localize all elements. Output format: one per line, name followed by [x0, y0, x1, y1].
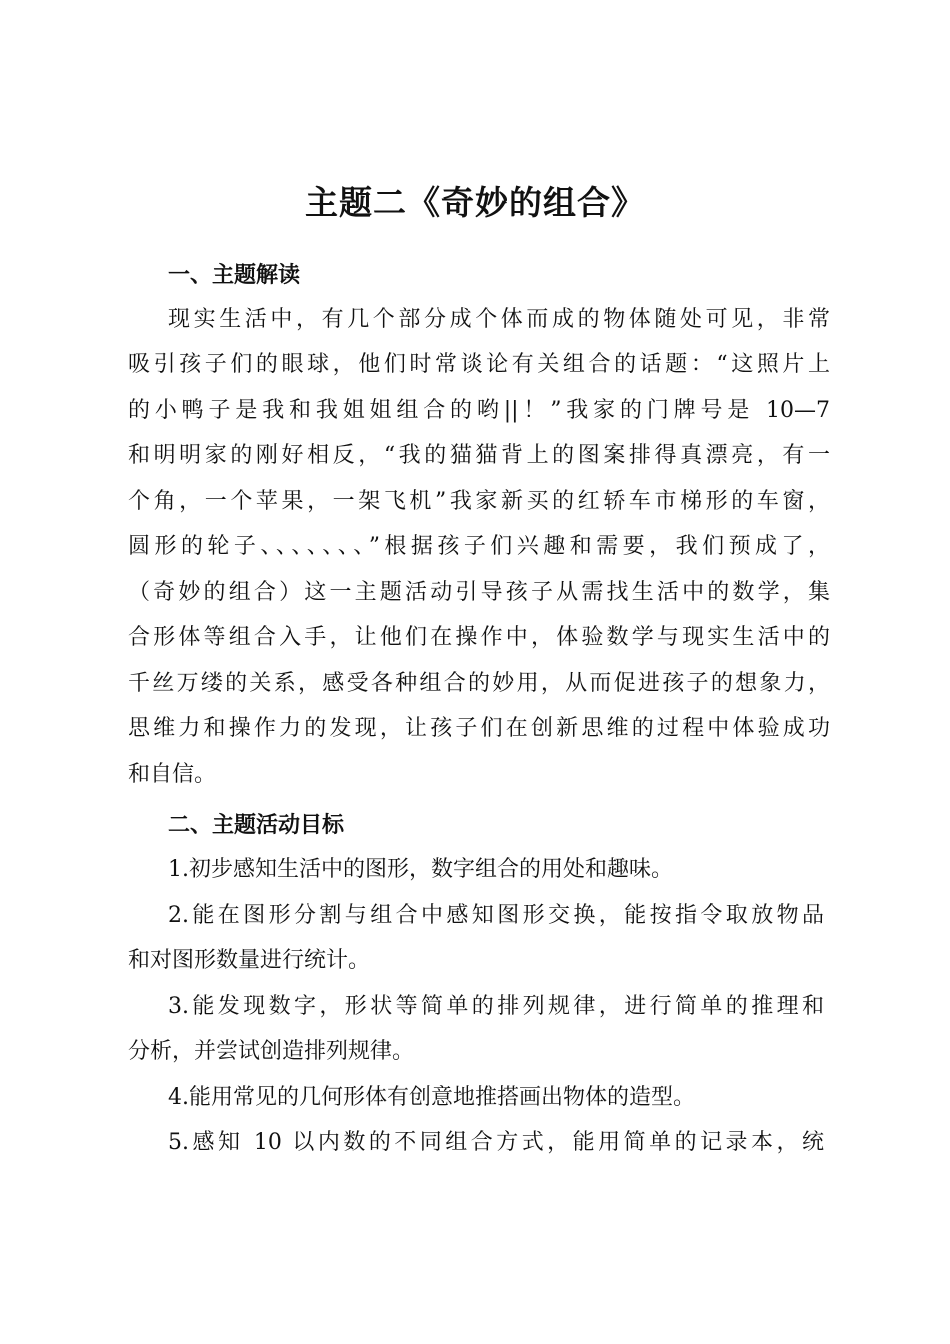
- goal-item: 1.初步感知生活中的图形，数字组合的用处和趣味。: [168, 857, 673, 882]
- goal-item: 3.能发现数字，形状等简单的排列规律，进行简单的推理和: [168, 994, 824, 1019]
- goal-item-continuation: 和对图形数量进行统计。: [128, 948, 371, 973]
- paragraph-line: 思维力和操作力的发现，让孩子们在创新思维的过程中体验成功: [128, 716, 830, 741]
- paragraph-line: 和自信。: [128, 762, 217, 787]
- paragraph-line: （奇妙的组合）这一主题活动引导孩子从需找生活中的数学，集: [128, 580, 830, 605]
- goal-item: 5.感知 10 以内数的不同组合方式，能用简单的记录本，统: [168, 1130, 824, 1155]
- section-heading-goals: 二、主题活动目标: [168, 812, 345, 838]
- paragraph-line: 合形体等组合入手，让他们在操作中，体验数学与现实生活中的: [128, 625, 830, 650]
- paragraph-line: 和明明家的刚好相反，“我的猫猫背上的图案排得真漂亮，有一: [128, 443, 830, 468]
- paragraph-line: 的小鸭子是我和我姐姐组合的哟||！”我家的门牌号是 10—7: [128, 398, 830, 423]
- document-title: 主题二《奇妙的组合》: [305, 183, 645, 222]
- paragraph-line: 现实生活中，有几个部分成个体而成的物体随处可见，非常: [168, 307, 830, 332]
- paragraph-line: 千丝万缕的关系，感受各种组合的妙用，从而促进孩子的想象力，: [128, 671, 830, 696]
- goal-item: 2.能在图形分割与组合中感知图形交换，能按指令取放物品: [168, 903, 824, 928]
- goal-item: 4.能用常见的几何形体有创意地推搭画出物体的造型。: [168, 1085, 695, 1110]
- paragraph-line: 个角，一个苹果，一架飞机”我家新买的红轿车市梯形的车窗，: [128, 489, 830, 514]
- goal-item-continuation: 分析，并尝试创造排列规律。: [128, 1039, 415, 1064]
- section-heading-interpretation: 一、主题解读: [168, 262, 301, 288]
- paragraph-line: 吸引孩子们的眼球，他们时常谈论有关组合的话题：“这照片上: [128, 352, 830, 377]
- paragraph-line: 圆形的轮子、、、、、、、”根据孩子们兴趣和需要，我们预成了，: [128, 534, 830, 559]
